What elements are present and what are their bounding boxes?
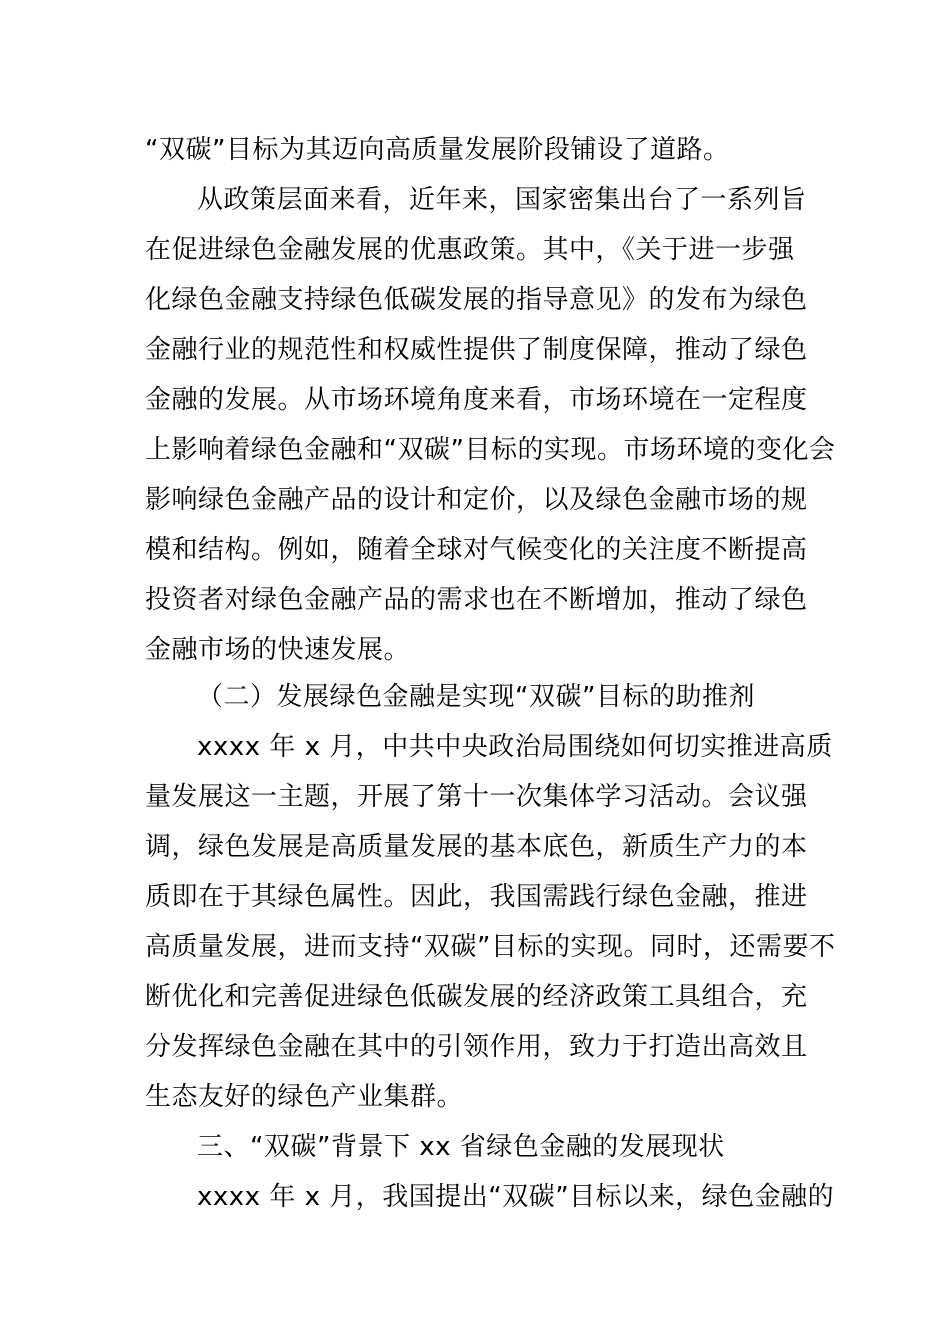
body-text-line: 金融行业的规范性和权威性提供了制度保障，推动了绿色: [145, 335, 808, 365]
paragraph-first-line: xxxx 年 x 月，我国提出“双碳”目标以来，绿色金融的: [197, 1182, 835, 1212]
body-text-line: 模和结构。例如，随着全球对气候变化的关注度不断提高: [145, 535, 808, 565]
body-text-line: 金融的发展。从市场环境角度来看，市场环境在一定程度: [145, 385, 808, 415]
body-text-line: 量发展这一主题，开展了第十一次集体学习活动。会议强: [145, 782, 808, 812]
body-text-line: “双碳”目标为其迈向高质量发展阶段铺设了道路。: [145, 135, 730, 165]
body-text-line: 断优化和完善促进绿色低碳发展的经济政策工具组合，充: [145, 982, 808, 1012]
body-text-line: 化绿色金融支持绿色低碳发展的指导意见》的发布为绿色: [145, 285, 808, 315]
body-text-line: 投资者对绿色金融产品的需求也在不断增加，推动了绿色: [145, 585, 808, 615]
body-text-line: 影响绿色金融产品的设计和定价，以及绿色金融市场的规: [145, 485, 808, 515]
body-text-line: 高质量发展，进而支持“双碳”目标的实现。同时，还需要不: [145, 932, 836, 962]
chapter-heading: 三、“双碳”背景下 xx 省绿色金融的发展现状: [197, 1132, 725, 1162]
section-heading: （二）发展绿色金融是实现“双碳”目标的助推剂: [197, 682, 755, 712]
body-text-line: 调，绿色发展是高质量发展的基本底色，新质生产力的本: [145, 832, 808, 862]
body-text-line: 分发挥绿色金融在其中的引领作用，致力于打造出高效且: [145, 1032, 808, 1062]
paragraph-first-line: 从政策层面来看，近年来，国家密集出台了一系列旨: [197, 185, 807, 215]
body-text-line: 上影响着绿色金融和“双碳”目标的实现。市场环境的变化会: [145, 435, 836, 465]
body-text-line: 在促进绿色金融发展的优惠政策。其中，《关于进一步强: [145, 235, 795, 265]
body-text-line: 生态友好的绿色产业集群。: [145, 1082, 464, 1112]
body-text-line: 质即在于其绿色属性。因此，我国需践行绿色金融，推进: [145, 882, 808, 912]
body-text-line: 金融市场的快速发展。: [145, 635, 411, 665]
paragraph-first-line: xxxx 年 x 月，中共中央政治局围绕如何切实推进高质: [197, 732, 833, 762]
